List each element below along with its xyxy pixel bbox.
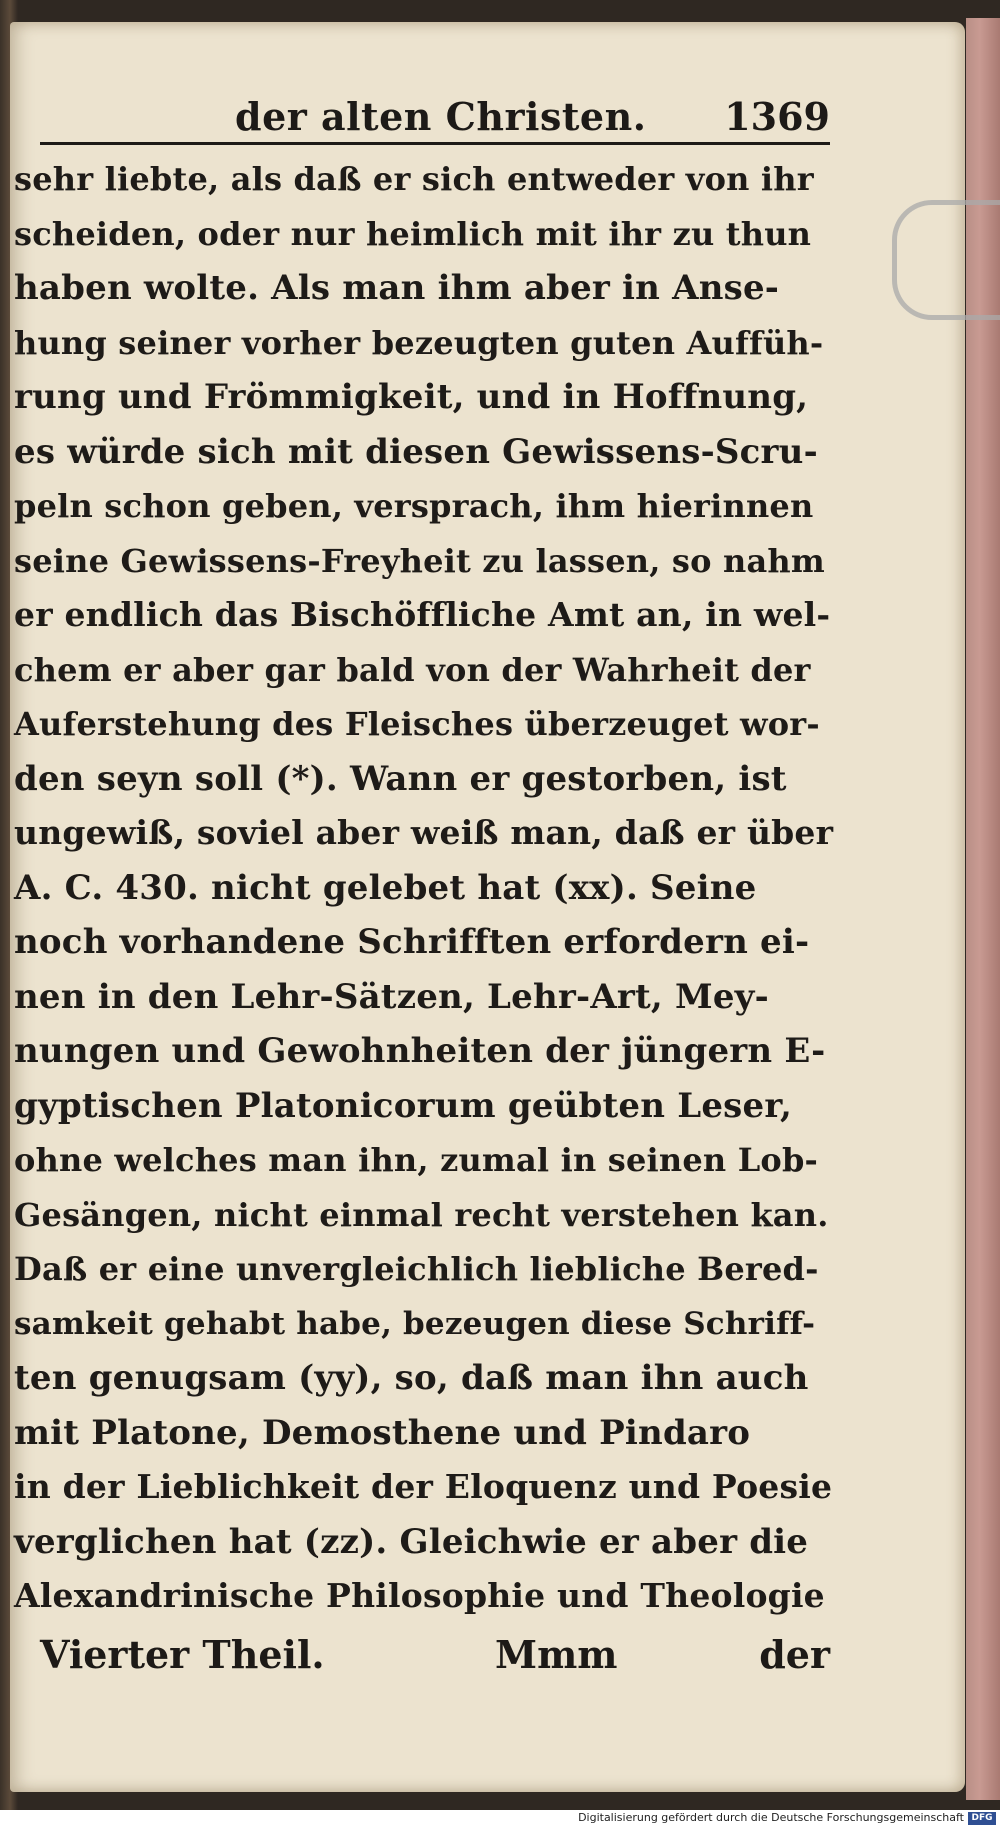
text-line: ohne welches man ihn, zumal in seinen Lob- [14,1141,819,1179]
catchword: der [759,1632,830,1677]
body-text [14,152,834,1624]
text-line: nungen und Gewohnheiten der jüngern E- [14,1031,826,1071]
text-line: in der Lieblichkeit der Eloquenz und Poesie [14,1467,833,1506]
text-line: Daß er eine unvergleichlich liebliche Bered- [14,1250,819,1288]
text-line: nen in den Lehr-Sätzen, Lehr-Art, Mey- [14,976,769,1017]
text-line: noch vorhandene Schrifften erfordern ei- [14,922,810,962]
text-line: mit Platone, Demosthene und Pindaro [14,1412,751,1453]
text-line: es würde sich mit diesen Gewissens-Scru- [14,431,818,472]
volume-signature: Vierter Theil. [40,1632,325,1677]
text-line: ungewiß, soviel aber weiß man, daß er über [14,813,834,852]
text-line: samkeit gehabt habe, bezeugen diese Schriff- [14,1305,816,1342]
sheet-mark: Mmm [495,1632,618,1677]
credit-bar [0,1810,1000,1828]
paper-clip [892,200,1000,320]
digitization-credit: Digitalisierung gefördert durch die Deutsche Forschungsgemeinschaft [578,1811,964,1824]
text-line: verglichen hat (zz). Gleichwie er aber die [14,1521,809,1562]
text-line: Auferstehung des Fleisches überzeuget wor- [14,705,820,743]
text-line: haben wolte. Als man ihm aber in Anse- [14,268,780,308]
text-line: scheiden, oder nur heimlich mit ihr zu thun [14,214,812,253]
text-line: er endlich das Bischöffliche Amt an, in wel- [14,595,831,634]
text-line: hung seiner vorher bezeugten guten Auffüh- [14,323,824,362]
page-footer [40,1632,830,1688]
dfg-logo: DFG [968,1812,996,1825]
text-line: Gesängen, nicht einmal recht verstehen kan. [14,1195,829,1234]
text-line: ten genugsam (yy), so, daß man ihn auch [14,1358,809,1398]
text-line: gyptischen Platonicorum geübten Leser, [14,1085,793,1126]
text-line: sehr liebte, als daß er sich entweder von ihr [14,160,814,198]
text-line: chem er aber gar bald von der Wahrheit der [14,650,811,689]
text-line: peln schon geben, versprach, ihm hierinnen [14,487,814,525]
text-line: rung und Frömmigkeit, und in Hoffnung, [14,377,809,417]
running-head: der alten Christen. [235,94,647,139]
text-line: seine Gewissens-Freyheit zu lassen, so nahm [14,541,825,580]
text-line: A. C. 430. nicht gelebet hat (xx). Seine [14,867,757,908]
page-header [40,92,830,145]
text-line: den seyn soll (*). Wann er gestorben, ist [14,758,787,799]
page-number: 1369 [724,94,830,139]
text-line: Alexandrinische Philosophie und Theologie [14,1576,825,1615]
